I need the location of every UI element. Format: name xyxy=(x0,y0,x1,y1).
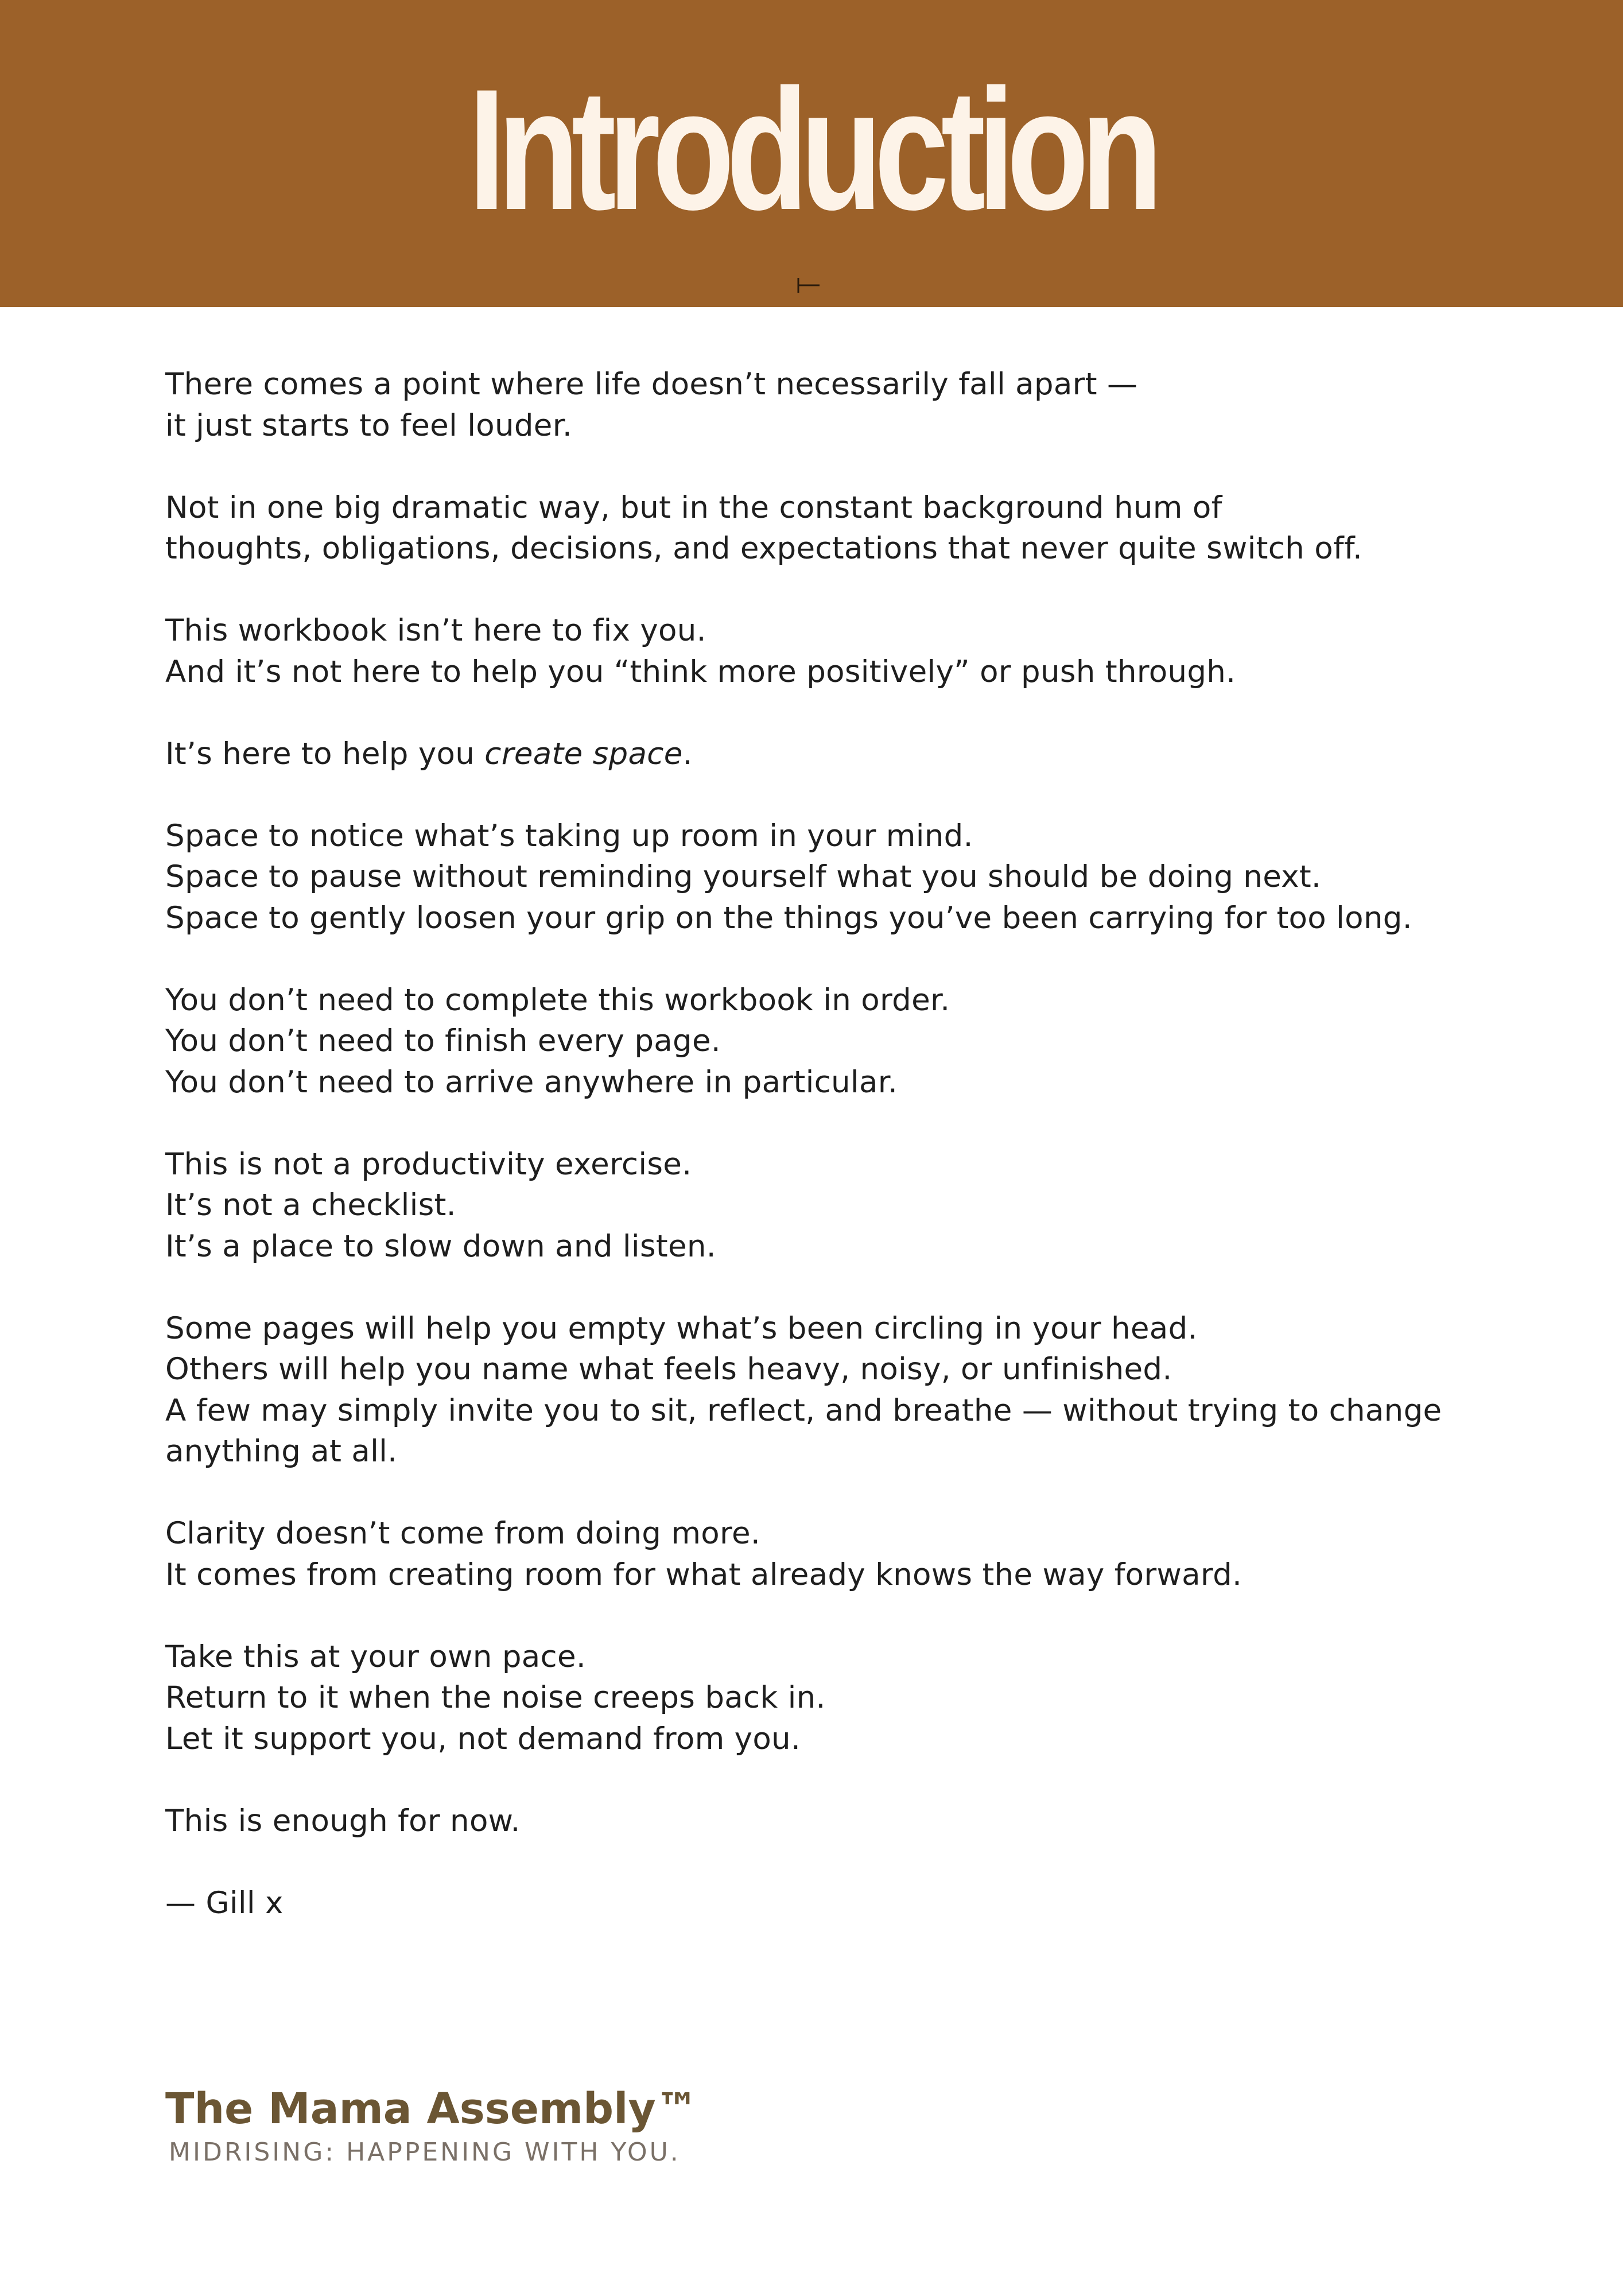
paragraph-11 xyxy=(165,1801,1485,1842)
paragraph-line: Not in one big dramatic way, but in the constant background hum of xyxy=(165,490,1222,525)
paragraph-line: There comes a point where life doesn’t necessarily fall apart — xyxy=(165,367,1138,402)
paragraph-line: Let it support you, not demand from you. xyxy=(165,1721,801,1756)
paragraph-3 xyxy=(165,610,1485,692)
paragraph-line: You don’t need to complete this workbook in order. xyxy=(165,982,950,1018)
paragraph-line: It’s not a checklist. xyxy=(165,1188,456,1223)
tick-mark-icon xyxy=(797,277,821,294)
brand-tagline: MIDRISING: HAPPENING WITH YOU. xyxy=(169,2138,681,2167)
paragraph-8 xyxy=(165,1308,1485,1472)
paragraph-9 xyxy=(165,1513,1485,1595)
paragraph-5 xyxy=(165,816,1485,939)
paragraph-1 xyxy=(165,364,1485,446)
paragraph-10 xyxy=(165,1636,1485,1760)
paragraph-line: A few may simply invite you to sit, reflect, and breathe — without trying to change anything at all. xyxy=(165,1393,1442,1469)
footer-brand xyxy=(165,2082,1084,2169)
paragraph-2 xyxy=(165,487,1485,569)
signature xyxy=(165,1883,1485,1924)
paragraph-text: . xyxy=(682,736,693,771)
paragraph-text: It’s here to help you xyxy=(165,736,485,771)
paragraph-line: You don’t need to arrive anywhere in particular. xyxy=(165,1064,898,1100)
paragraph-line: It’s a place to slow down and listen. xyxy=(165,1228,716,1264)
emphasis-text: create space xyxy=(484,736,683,771)
paragraph-line: Some pages will help you empty what’s been circling in your head. xyxy=(165,1310,1198,1346)
paragraph-line: Others will help you name what feels heavy, noisy, or unfinished. xyxy=(165,1352,1172,1387)
paragraph-7 xyxy=(165,1144,1485,1267)
paragraph-line: Space to pause without reminding yourself what you should be doing next. xyxy=(165,859,1322,894)
paragraph-4 xyxy=(165,734,1485,775)
paragraph-line: It comes from creating room for what already knows the way forward. xyxy=(165,1557,1243,1592)
paragraph-line: This workbook isn’t here to fix you. xyxy=(165,613,706,648)
brand-name: The Mama Assembly™ xyxy=(165,2084,698,2134)
paragraph-line: You don’t need to finish every page. xyxy=(165,1023,721,1058)
paragraph-line: Clarity doesn’t come from doing more. xyxy=(165,1516,761,1551)
header-band xyxy=(0,0,1623,307)
page-title: Introduction xyxy=(468,53,1155,246)
paragraph-6 xyxy=(165,980,1485,1103)
paragraph-line: Return to it when the noise creeps back in. xyxy=(165,1680,826,1715)
paragraph-line: it just starts to feel louder. xyxy=(165,408,573,443)
signature-line: — Gill x xyxy=(165,1885,284,1921)
paragraph-line: And it’s not here to help you “think more positively” or push through. xyxy=(165,654,1236,689)
paragraph-line xyxy=(165,734,1485,775)
paragraph-line: This is enough for now. xyxy=(165,1803,521,1839)
paragraph-line: Space to notice what’s taking up room in your mind. xyxy=(165,818,973,854)
paragraph-line: This is not a productivity exercise. xyxy=(165,1146,692,1182)
body-copy xyxy=(165,364,1485,1965)
paragraph-line: Take this at your own pace. xyxy=(165,1639,587,1674)
paragraph-line: thoughts, obligations, decisions, and expectations that never quite switch off. xyxy=(165,531,1363,566)
paragraph-line: Space to gently loosen your grip on the things you’ve been carrying for too long. xyxy=(165,900,1412,936)
